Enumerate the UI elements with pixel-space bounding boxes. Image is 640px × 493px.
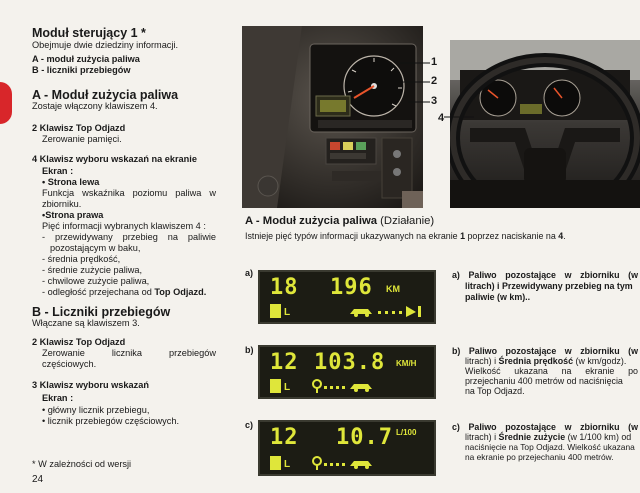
dashboard-illustration (242, 26, 423, 208)
b3-title: 3 Klawisz wyboru wskazań (32, 380, 149, 390)
callout-line-4 (444, 112, 474, 122)
fuel-pump-icon (270, 456, 281, 470)
display-b-desc-line1: b) Paliwo pozostające w zbiorniku (w (452, 346, 638, 356)
callout-3: 3 (431, 95, 438, 107)
location-car-icon (312, 379, 380, 393)
display-a-letter: a) (245, 268, 254, 278)
b3-line1: • główny licznik przebiegu, (42, 405, 150, 415)
display-c-desc-line3: naciśnięcie na Top Odjazd. Wielkość ukazana (465, 442, 635, 452)
display-b-unit: KM/H (396, 359, 417, 368)
display-a-fuel-label: L (284, 307, 291, 318)
page-edge-tab (0, 82, 12, 124)
steering-wheel-illustration (450, 40, 640, 208)
display-a-desc-line3: paliwie (w km).. (465, 292, 531, 302)
section-a-title: A - Moduł zużycia paliwa (32, 88, 179, 102)
display-c-right-value: 10.7 (336, 425, 393, 450)
car-range-icon (348, 304, 424, 318)
display-b (258, 345, 436, 399)
strona-lewa: • Strona lewa (42, 177, 100, 187)
section-b-text: Włączane są klawiszem 3. (32, 318, 140, 328)
display-c (258, 420, 436, 476)
strona-prawa: •Strona prawa (42, 210, 104, 220)
k2-title: 2 Klawisz Top Odjazd (32, 123, 126, 133)
callout-4: 4 (438, 112, 445, 124)
b2-line2: częściowych. (42, 359, 97, 369)
fuel-pump-icon (270, 304, 281, 318)
display-c-unit: L/100 (396, 428, 417, 437)
prawa-line4: - chwilowe zużycie paliwa, (42, 276, 150, 286)
display-a-desc-line1: a) Paliwo pozostające w zbiorniku (w (452, 270, 638, 280)
intro-text: Obejmuje dwie dziedziny informacji. (32, 40, 179, 50)
display-b-desc-line2: litrach) i Średnia prędkość (w km/godz). (465, 356, 627, 366)
display-c-desc-line4: na ekranie po przejechaniu 400 metrów. (465, 452, 614, 462)
b3-ekran: Ekran : (42, 393, 74, 403)
footnote: * W zależności od wersji (32, 459, 132, 469)
display-a-left-value: 18 (270, 275, 299, 300)
item-a: A - moduł zużycia paliwa (32, 54, 140, 64)
item-b: B - liczniki przebiegów (32, 65, 131, 75)
display-b-right-value: 103.8 (314, 350, 386, 375)
b3-line2: • licznik przebiegów częściowych. (42, 416, 179, 426)
prawa-line5: - odległość przejechana od Top Odjazd. (42, 287, 207, 297)
section-title-module: Moduł sterujący 1 * (32, 26, 146, 40)
prawa-line2: - średnia prędkość, (42, 254, 121, 264)
ekran-label: Ekran : (42, 166, 74, 176)
b2-line1: Zerowanie licznika przebiegów (42, 348, 216, 358)
fuel-pump-icon (270, 379, 281, 393)
prawa-line3: - średnie zużycie paliwa, (42, 265, 143, 275)
b2-title: 2 Klawisz Top Odjazd (32, 337, 126, 347)
callout-1: 1 (431, 56, 438, 68)
section-b-title: B - Liczniki przebiegów (32, 305, 171, 319)
display-c-left-value: 12 (270, 425, 299, 450)
page-number: 24 (32, 474, 44, 485)
display-b-desc-line5: na Top Odjazd. (465, 386, 525, 396)
display-a (258, 270, 436, 324)
right-heading: A - Moduł zużycia paliwa (Działanie) (245, 215, 435, 227)
location-car-icon (312, 456, 380, 470)
display-b-left-value: 12 (270, 350, 299, 375)
prawa-line1b: pozostającym w baku, (50, 243, 141, 253)
display-c-desc-line2: litrach) i Średnie zużycie (w 1/100 km) od (465, 432, 632, 442)
display-c-desc-line1: c) Paliwo pozostające w zbiorniku (w (452, 422, 638, 432)
prawa-intro: Pięć informacji wybranych klawiszem 4 : (42, 221, 206, 231)
k2-text: Zerowanie pamięci. (42, 134, 122, 144)
display-b-fuel-label: L (284, 382, 291, 393)
display-b-desc-line3: Wielkość ukazana na ekranie po (465, 366, 638, 376)
k4-title: 4 Klawisz wyboru wskazań na ekranie (32, 154, 197, 164)
steering-wheel-photo (450, 40, 640, 208)
display-a-right-value: 196 (330, 275, 373, 300)
display-c-letter: c) (245, 420, 254, 430)
section-a-text: Zostaje włączony klawiszem 4. (32, 101, 158, 111)
callout-2: 2 (431, 75, 438, 87)
dashboard-photo (242, 26, 423, 208)
lewa-line1: Funkcja wskaźnika poziomu paliwa w (42, 188, 216, 198)
display-c-fuel-label: L (284, 459, 291, 470)
right-intro: Istnieje pięć typów informacji ukazywanych na ekranie 1 poprzez naciskanie na 4. (245, 231, 566, 241)
display-b-desc-line4: przejechaniu 400 metrów od naciśnięcia (465, 376, 623, 386)
display-b-letter: b) (245, 345, 254, 355)
prawa-line1a: - przewidywany przebieg na paliwie (42, 232, 216, 242)
display-a-desc-line2: litrach) i Przewidywany przebieg na tym (465, 281, 633, 291)
display-a-unit: KM (386, 284, 400, 294)
lewa-line2: zbiorniku. (42, 199, 82, 209)
